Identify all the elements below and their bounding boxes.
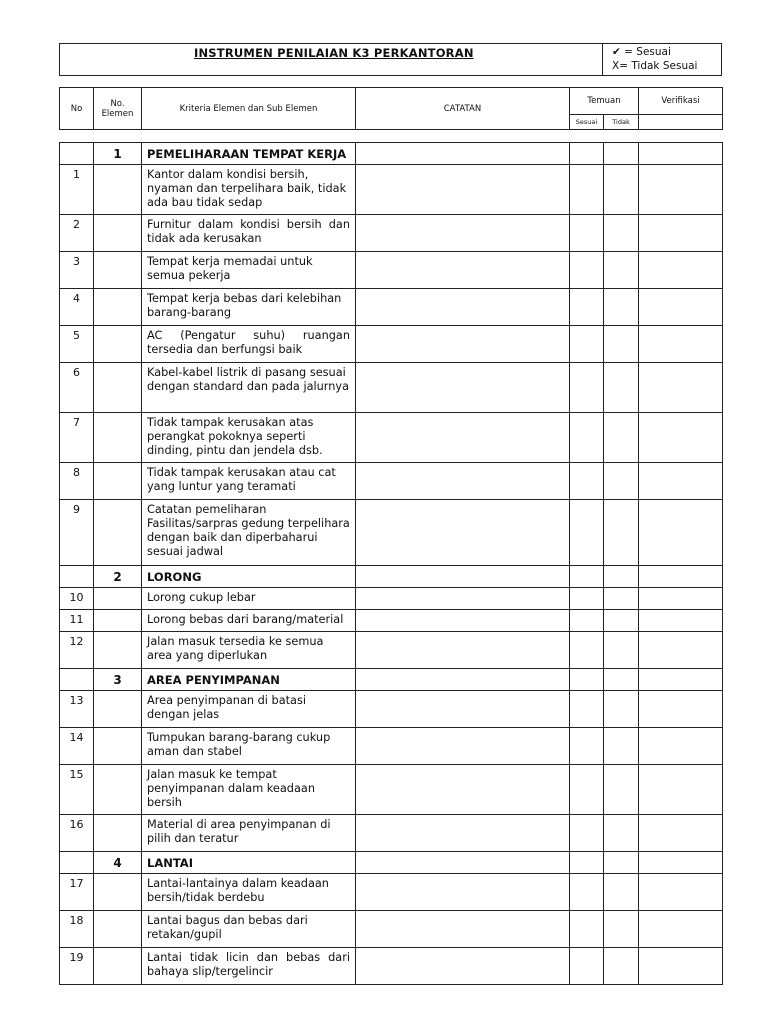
verifikasi-cell[interactable] <box>639 874 723 911</box>
verifikasi-cell[interactable] <box>639 691 723 728</box>
header-tidak: Tidak <box>604 115 639 130</box>
table-row <box>60 413 723 463</box>
checklist-body <box>60 143 723 985</box>
tidak-cell[interactable] <box>604 463 639 500</box>
sesuai-cell[interactable] <box>570 852 604 874</box>
tidak-cell[interactable] <box>604 852 639 874</box>
item-criteria: Lantai bagus dan bebas dari retakan/gupil <box>142 911 356 948</box>
section-row <box>60 566 723 588</box>
item-number: 13 <box>60 691 94 728</box>
item-criteria: Tempat kerja bebas dari kelebihan barang-barang <box>142 289 356 326</box>
tidak-cell[interactable] <box>604 215 639 252</box>
header-verifikasi: Verifikasi <box>639 88 723 115</box>
section-number: 1 <box>94 143 142 165</box>
tidak-cell[interactable] <box>604 252 639 289</box>
sesuai-cell[interactable] <box>570 215 604 252</box>
item-criteria: AC (Pengatur suhu) ruangan tersedia dan berfungsi baik <box>142 326 356 363</box>
checklist-table <box>59 142 723 985</box>
verifikasi-cell[interactable] <box>639 165 723 215</box>
item-criteria: Lorong bebas dari barang/material <box>142 610 356 632</box>
item-number: 12 <box>60 632 94 669</box>
table-row <box>60 463 723 500</box>
section-row <box>60 852 723 874</box>
catatan-cell[interactable] <box>356 728 570 765</box>
item-criteria: Lantai tidak licin dan bebas dari bahaya slip/tergelincir <box>142 948 356 985</box>
sesuai-cell[interactable] <box>570 691 604 728</box>
catatan-cell[interactable] <box>356 143 570 165</box>
catatan-cell[interactable] <box>356 363 570 413</box>
table-row <box>60 326 723 363</box>
table-row <box>60 500 723 566</box>
verifikasi-cell[interactable] <box>639 765 723 815</box>
section-title: AREA PENYIMPANAN <box>142 669 356 691</box>
item-elemen-cell <box>94 632 142 669</box>
item-number: 7 <box>60 413 94 463</box>
verifikasi-cell[interactable] <box>639 463 723 500</box>
section-row <box>60 143 723 165</box>
table-row <box>60 632 723 669</box>
item-criteria: Tempat kerja memadai untuk semua pekerja <box>142 252 356 289</box>
item-number: 1 <box>60 165 94 215</box>
sesuai-cell[interactable] <box>570 632 604 669</box>
item-number: 14 <box>60 728 94 765</box>
tidak-cell[interactable] <box>604 165 639 215</box>
sesuai-cell[interactable] <box>570 765 604 815</box>
tidak-cell[interactable] <box>604 815 639 852</box>
legend-sesuai: = Sesuai <box>624 46 671 58</box>
table-row <box>60 165 723 215</box>
sesuai-cell[interactable] <box>570 363 604 413</box>
item-elemen-cell <box>94 948 142 985</box>
page-title: INSTRUMEN PENILAIAN K3 PERKANTORAN <box>194 46 474 60</box>
item-number: 16 <box>60 815 94 852</box>
verifikasi-cell[interactable] <box>639 728 723 765</box>
item-elemen-cell <box>94 874 142 911</box>
sesuai-cell[interactable] <box>570 566 604 588</box>
sesuai-cell[interactable] <box>570 326 604 363</box>
section-title: LANTAI <box>142 852 356 874</box>
catatan-cell[interactable] <box>356 326 570 363</box>
catatan-cell[interactable] <box>356 566 570 588</box>
item-criteria: Material di area penyimpanan di pilih dan teratur <box>142 815 356 852</box>
sesuai-cell[interactable] <box>570 463 604 500</box>
sesuai-cell[interactable] <box>570 815 604 852</box>
sesuai-cell[interactable] <box>570 948 604 985</box>
item-criteria: Tidak tampak kerusakan atas perangkat pokoknya seperti dinding, pintu dan jendela dsb. <box>142 413 356 463</box>
item-elemen-cell <box>94 165 142 215</box>
item-number: 10 <box>60 588 94 610</box>
tidak-cell[interactable] <box>604 765 639 815</box>
section-title: PEMELIHARAAN TEMPAT KERJA <box>142 143 356 165</box>
tidak-cell[interactable] <box>604 874 639 911</box>
item-criteria: Tidak tampak kerusakan atau cat yang luntur yang teramati <box>142 463 356 500</box>
verifikasi-cell[interactable] <box>639 566 723 588</box>
verifikasi-cell[interactable] <box>639 588 723 610</box>
header-kriteria: Kriteria Elemen dan Sub Elemen <box>142 88 356 130</box>
title-box <box>59 43 722 76</box>
tidak-cell[interactable] <box>604 500 639 566</box>
item-elemen-cell <box>94 215 142 252</box>
header-no-elemen: No. Elemen <box>94 88 142 130</box>
section-number: 4 <box>94 852 142 874</box>
verifikasi-cell[interactable] <box>639 326 723 363</box>
item-number: 6 <box>60 363 94 413</box>
section-number: 3 <box>94 669 142 691</box>
header-sesuai: Sesuai <box>570 115 604 130</box>
verifikasi-cell[interactable] <box>639 413 723 463</box>
item-elemen-cell <box>94 326 142 363</box>
catatan-cell[interactable] <box>356 632 570 669</box>
header-temuan: Temuan <box>570 88 639 115</box>
table-row <box>60 289 723 326</box>
tidak-cell[interactable] <box>604 911 639 948</box>
item-number: 3 <box>60 252 94 289</box>
catatan-cell[interactable] <box>356 852 570 874</box>
catatan-cell[interactable] <box>356 610 570 632</box>
table-row <box>60 874 723 911</box>
section-title: LORONG <box>142 566 356 588</box>
table-row <box>60 815 723 852</box>
sesuai-cell[interactable] <box>570 669 604 691</box>
header-no: No <box>60 88 94 130</box>
catatan-cell[interactable] <box>356 691 570 728</box>
title-cell <box>60 44 603 75</box>
table-row <box>60 588 723 610</box>
tidak-cell[interactable] <box>604 588 639 610</box>
table-row <box>60 911 723 948</box>
item-number: 9 <box>60 500 94 566</box>
header-catatan: CATATAN <box>356 88 570 130</box>
item-elemen-cell <box>94 363 142 413</box>
catatan-cell[interactable] <box>356 289 570 326</box>
item-elemen-cell <box>94 588 142 610</box>
tidak-cell[interactable] <box>604 691 639 728</box>
verifikasi-cell[interactable] <box>639 143 723 165</box>
catatan-cell[interactable] <box>356 588 570 610</box>
section-no-cell <box>60 852 94 874</box>
catatan-cell[interactable] <box>356 215 570 252</box>
tidak-cell[interactable] <box>604 363 639 413</box>
tidak-cell[interactable] <box>604 632 639 669</box>
tidak-cell[interactable] <box>604 566 639 588</box>
item-number: 2 <box>60 215 94 252</box>
verifikasi-cell[interactable] <box>639 852 723 874</box>
item-elemen-cell <box>94 728 142 765</box>
item-criteria: Jalan masuk tersedia ke semua area yang diperlukan <box>142 632 356 669</box>
sesuai-cell[interactable] <box>570 143 604 165</box>
table-row <box>60 252 723 289</box>
section-no-cell <box>60 669 94 691</box>
check-mark-icon: ✔ <box>612 46 621 58</box>
item-criteria: Kabel-kabel listrik di pasang sesuai dengan standard dan pada jalurnya <box>142 363 356 413</box>
verifikasi-cell[interactable] <box>639 911 723 948</box>
section-number: 2 <box>94 566 142 588</box>
tidak-cell[interactable] <box>604 326 639 363</box>
catatan-cell[interactable] <box>356 815 570 852</box>
table-row <box>60 691 723 728</box>
sesuai-cell[interactable] <box>570 728 604 765</box>
item-elemen-cell <box>94 463 142 500</box>
item-elemen-cell <box>94 691 142 728</box>
tidak-cell[interactable] <box>604 948 639 985</box>
sesuai-cell[interactable] <box>570 252 604 289</box>
item-criteria: Furnitur dalam kondisi bersih dan tidak ada kerusakan <box>142 215 356 252</box>
item-number: 11 <box>60 610 94 632</box>
catatan-cell[interactable] <box>356 463 570 500</box>
catatan-cell[interactable] <box>356 874 570 911</box>
table-row <box>60 765 723 815</box>
item-number: 4 <box>60 289 94 326</box>
tidak-cell[interactable] <box>604 669 639 691</box>
table-row <box>60 363 723 413</box>
item-elemen-cell <box>94 289 142 326</box>
tidak-cell[interactable] <box>604 289 639 326</box>
sesuai-cell[interactable] <box>570 289 604 326</box>
tidak-cell[interactable] <box>604 143 639 165</box>
item-number: 17 <box>60 874 94 911</box>
sesuai-cell[interactable] <box>570 500 604 566</box>
tidak-cell[interactable] <box>604 728 639 765</box>
item-number: 5 <box>60 326 94 363</box>
verifikasi-cell[interactable] <box>639 610 723 632</box>
verifikasi-cell[interactable] <box>639 215 723 252</box>
item-elemen-cell <box>94 413 142 463</box>
header-table <box>59 87 723 130</box>
verifikasi-cell[interactable] <box>639 632 723 669</box>
verifikasi-cell[interactable] <box>639 669 723 691</box>
catatan-cell[interactable] <box>356 165 570 215</box>
table-row <box>60 610 723 632</box>
item-elemen-cell <box>94 911 142 948</box>
catatan-cell[interactable] <box>356 669 570 691</box>
sesuai-cell[interactable] <box>570 165 604 215</box>
catatan-cell[interactable] <box>356 911 570 948</box>
section-no-cell <box>60 143 94 165</box>
verifikasi-cell[interactable] <box>639 363 723 413</box>
section-row <box>60 669 723 691</box>
item-criteria: Lorong cukup lebar <box>142 588 356 610</box>
catatan-cell[interactable] <box>356 948 570 985</box>
tidak-cell[interactable] <box>604 413 639 463</box>
sesuai-cell[interactable] <box>570 588 604 610</box>
catatan-cell[interactable] <box>356 413 570 463</box>
sesuai-cell[interactable] <box>570 911 604 948</box>
catatan-cell[interactable] <box>356 500 570 566</box>
item-elemen-cell <box>94 500 142 566</box>
item-number: 8 <box>60 463 94 500</box>
item-criteria: Tumpukan barang-barang cukup aman dan stabel <box>142 728 356 765</box>
item-criteria: Lantai-lantainya dalam keadaan bersih/tidak berdebu <box>142 874 356 911</box>
verifikasi-cell[interactable] <box>639 948 723 985</box>
item-elemen-cell <box>94 610 142 632</box>
table-row <box>60 728 723 765</box>
item-number: 15 <box>60 765 94 815</box>
item-criteria: Catatan pemeliharan Fasilitas/sarpras gedung terpelihara dengan baik dan diperbaharui sesuai jadwal <box>142 500 356 566</box>
legend <box>612 45 697 73</box>
sesuai-cell[interactable] <box>570 610 604 632</box>
table-row <box>60 215 723 252</box>
verifikasi-cell[interactable] <box>639 815 723 852</box>
legend-tidak-sesuai: X= Tidak Sesuai <box>612 60 698 72</box>
verifikasi-cell[interactable] <box>639 500 723 566</box>
item-number: 18 <box>60 911 94 948</box>
item-elemen-cell <box>94 252 142 289</box>
item-criteria: Area penyimpanan di batasi dengan jelas <box>142 691 356 728</box>
item-elemen-cell <box>94 815 142 852</box>
catatan-cell[interactable] <box>356 765 570 815</box>
section-no-cell <box>60 566 94 588</box>
verifikasi-cell[interactable] <box>639 289 723 326</box>
sesuai-cell[interactable] <box>570 413 604 463</box>
item-criteria: Kantor dalam kondisi bersih, nyaman dan terpelihara baik, tidak ada bau tidak sedap <box>142 165 356 215</box>
sesuai-cell[interactable] <box>570 874 604 911</box>
item-number: 19 <box>60 948 94 985</box>
header-verifikasi-blank <box>639 115 723 130</box>
table-row <box>60 948 723 985</box>
item-criteria: Jalan masuk ke tempat penyimpanan dalam keadaan bersih <box>142 765 356 815</box>
item-elemen-cell <box>94 765 142 815</box>
tidak-cell[interactable] <box>604 610 639 632</box>
catatan-cell[interactable] <box>356 252 570 289</box>
verifikasi-cell[interactable] <box>639 252 723 289</box>
